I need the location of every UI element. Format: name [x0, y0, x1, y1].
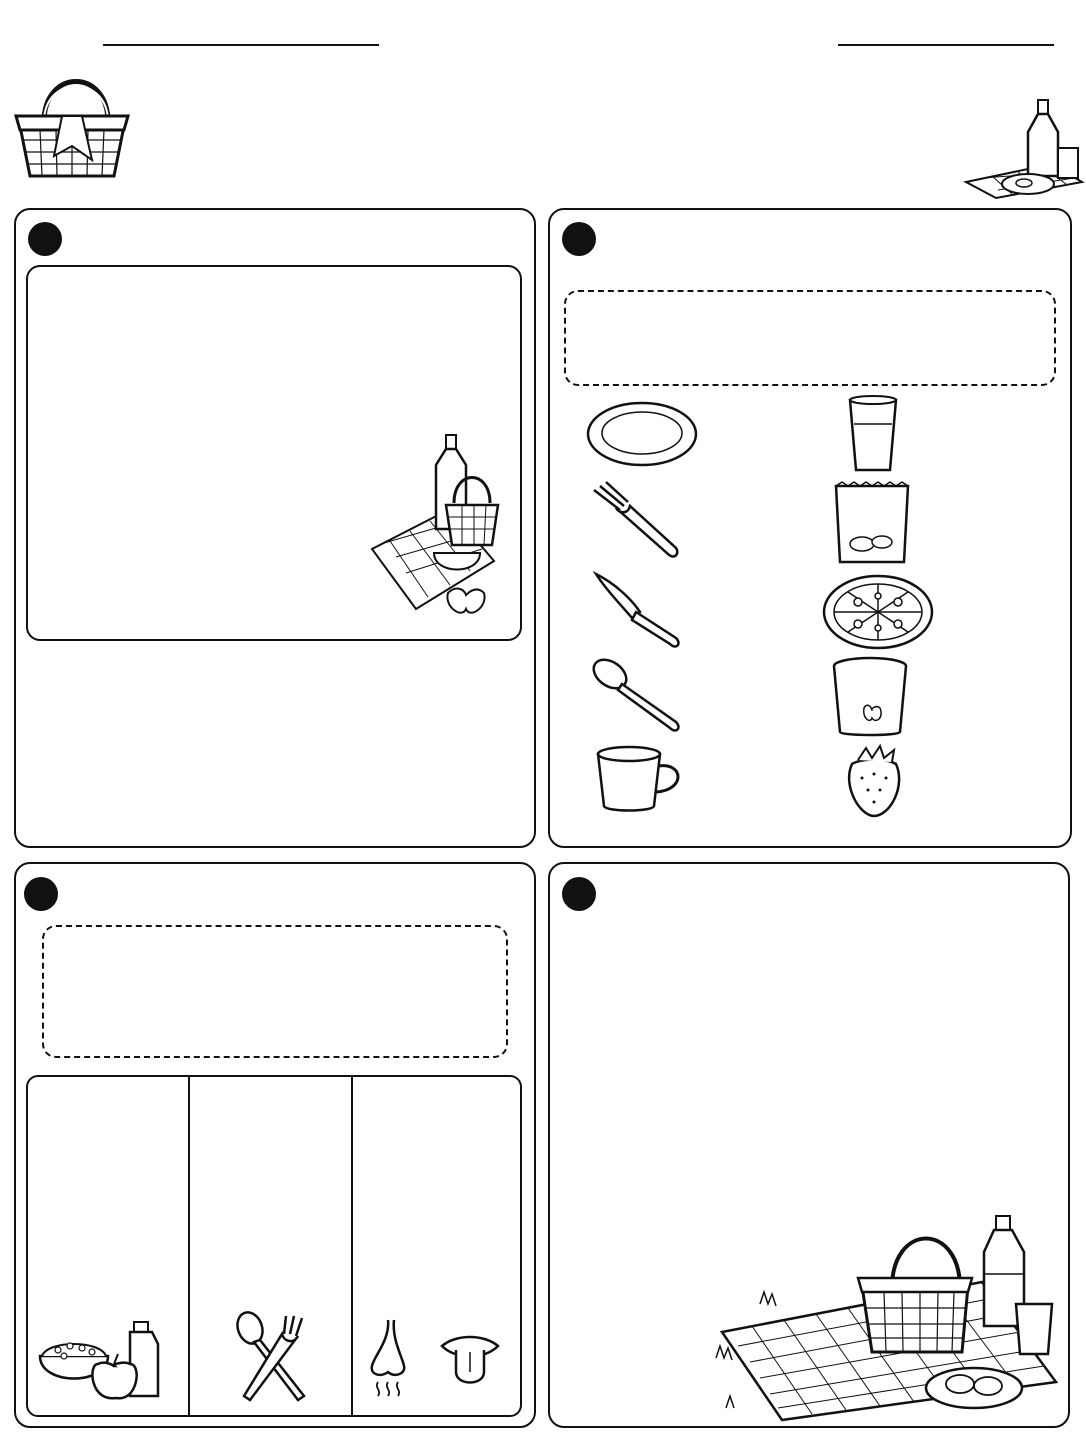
class-field[interactable] — [838, 44, 1054, 46]
reading-passage — [26, 265, 522, 641]
picnic-scene-icon — [712, 1212, 1064, 1422]
cup-icon — [594, 744, 686, 816]
utensils-icon — [232, 1312, 312, 1404]
glass-icon — [846, 394, 900, 474]
worksheet-title — [130, 62, 1030, 202]
picnic-basket-illustration — [366, 429, 496, 629]
picnic-basket-icon — [14, 64, 130, 184]
strawberry-icon — [842, 742, 908, 818]
knife-icon — [592, 570, 684, 648]
food-bowl-icon — [38, 1316, 166, 1402]
section-4-number — [562, 877, 596, 911]
section-3-number — [24, 877, 58, 911]
drink-bottle-icon — [962, 98, 1086, 198]
fork-icon — [590, 484, 686, 560]
pizza-icon — [822, 574, 934, 650]
section-1-number — [28, 222, 62, 256]
plate-icon — [586, 400, 700, 470]
spoon-icon — [590, 656, 686, 734]
column-divider — [351, 1076, 353, 1416]
nose-and-mouth-icon — [366, 1316, 502, 1402]
name-field[interactable] — [103, 44, 379, 46]
column-divider — [188, 1076, 190, 1416]
snack-bag-icon — [832, 482, 912, 566]
word-bank-2 — [564, 290, 1056, 386]
word-bank-3 — [42, 925, 508, 1058]
yoghurt-cup-icon — [830, 656, 910, 738]
section-2-number — [562, 222, 596, 256]
